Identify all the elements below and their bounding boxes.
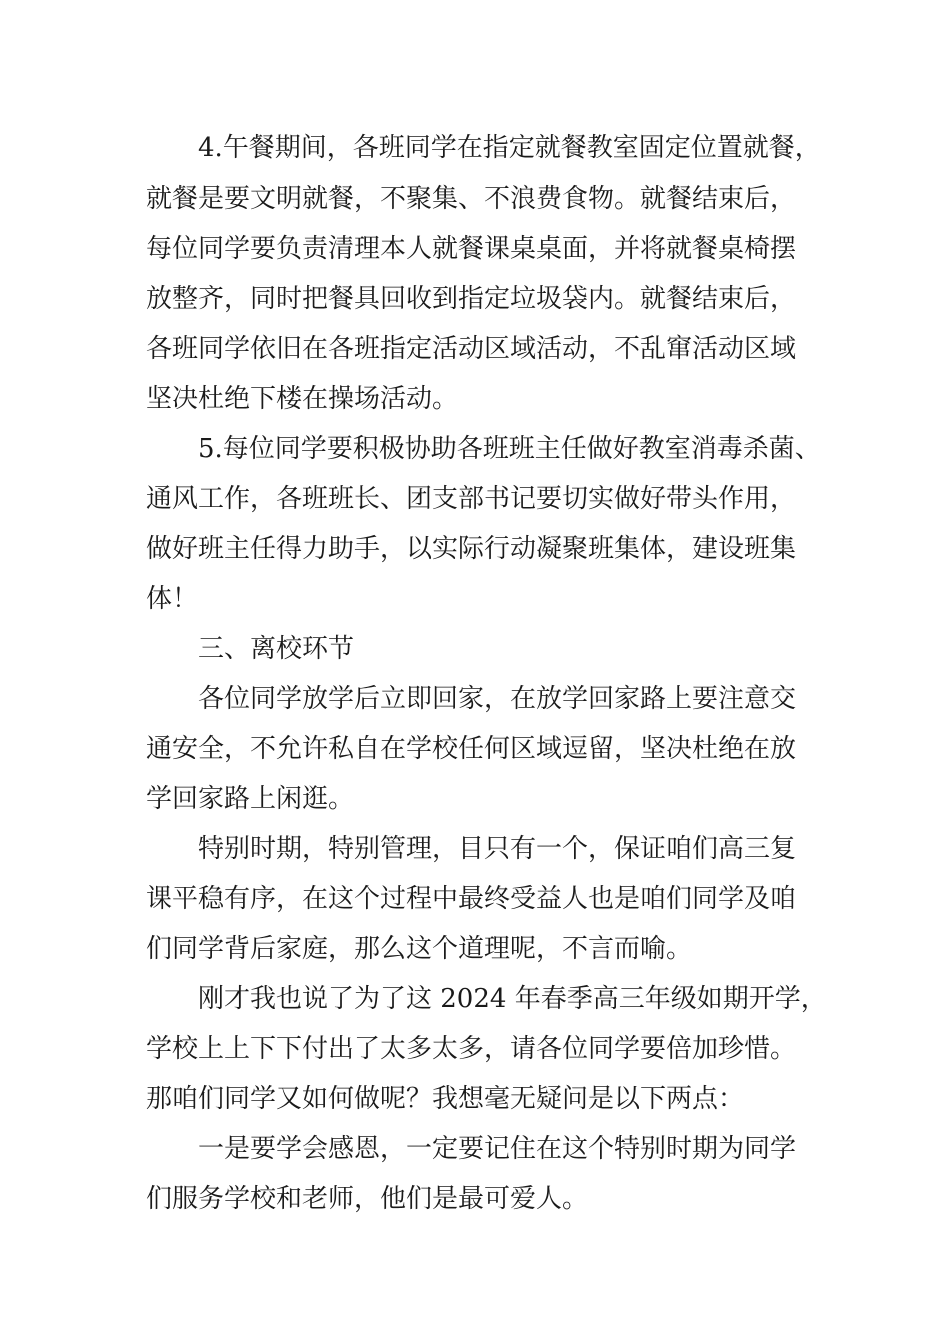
text-line: 坚决杜绝下楼在操场活动。 <box>146 384 459 414</box>
text-line: 们同学背后家庭，那么这个道理呢，不言而喻。 <box>146 934 693 964</box>
text-line: 学回家路上闲逛。 <box>146 784 355 814</box>
text-line: 通安全，不允许私自在学校任何区域逗留，坚决杜绝在放 <box>146 734 797 764</box>
text-line: 5.每位同学要积极协助各班班主任做好教室消毒杀菌、 <box>198 434 821 464</box>
text-line: 一是要学会感恩，一定要记住在这个特别时期为同学 <box>198 1134 797 1164</box>
text-line: 做好班主任得力助手，以实际行动凝聚班集体，建设班集 <box>146 534 797 564</box>
text-line: 4.午餐期间，各班同学在指定就餐教室固定位置就餐， <box>198 133 821 163</box>
text-line: 通风工作，各班班长、团支部书记要切实做好带头作用， <box>146 484 797 514</box>
text-line: 刚才我也说了为了这 2024 年春季高三年级如期开学， <box>198 984 827 1014</box>
text-line: 每位同学要负责清理本人就餐课桌桌面，并将就餐桌椅摆 <box>146 234 797 264</box>
text-line: 体！ <box>146 584 199 614</box>
text-line: 们服务学校和老师，他们是最可爱人。 <box>146 1184 589 1214</box>
text-line: 就餐是要文明就餐，不聚集、不浪费食物。就餐结束后， <box>146 184 797 214</box>
text-line: 特别时期，特别管理，目只有一个，保证咱们高三复 <box>198 834 797 864</box>
text-line: 放整齐，同时把餐具回收到指定垃圾袋内。就餐结束后， <box>146 284 797 314</box>
text-line: 课平稳有序，在这个过程中最终受益人也是咱们同学及咱 <box>146 884 797 914</box>
text-line: 各班同学依旧在各班指定活动区域活动，不乱窜活动区域 <box>146 334 797 364</box>
text-line: 那咱们同学又如何做呢？我想毫无疑问是以下两点： <box>146 1084 745 1114</box>
text-line: 学校上上下下付出了太多太多，请各位同学要倍加珍惜。 <box>146 1034 797 1064</box>
text-line: 各位同学放学后立即回家，在放学回家路上要注意交 <box>198 684 797 714</box>
section-heading: 三、离校环节 <box>198 634 355 664</box>
